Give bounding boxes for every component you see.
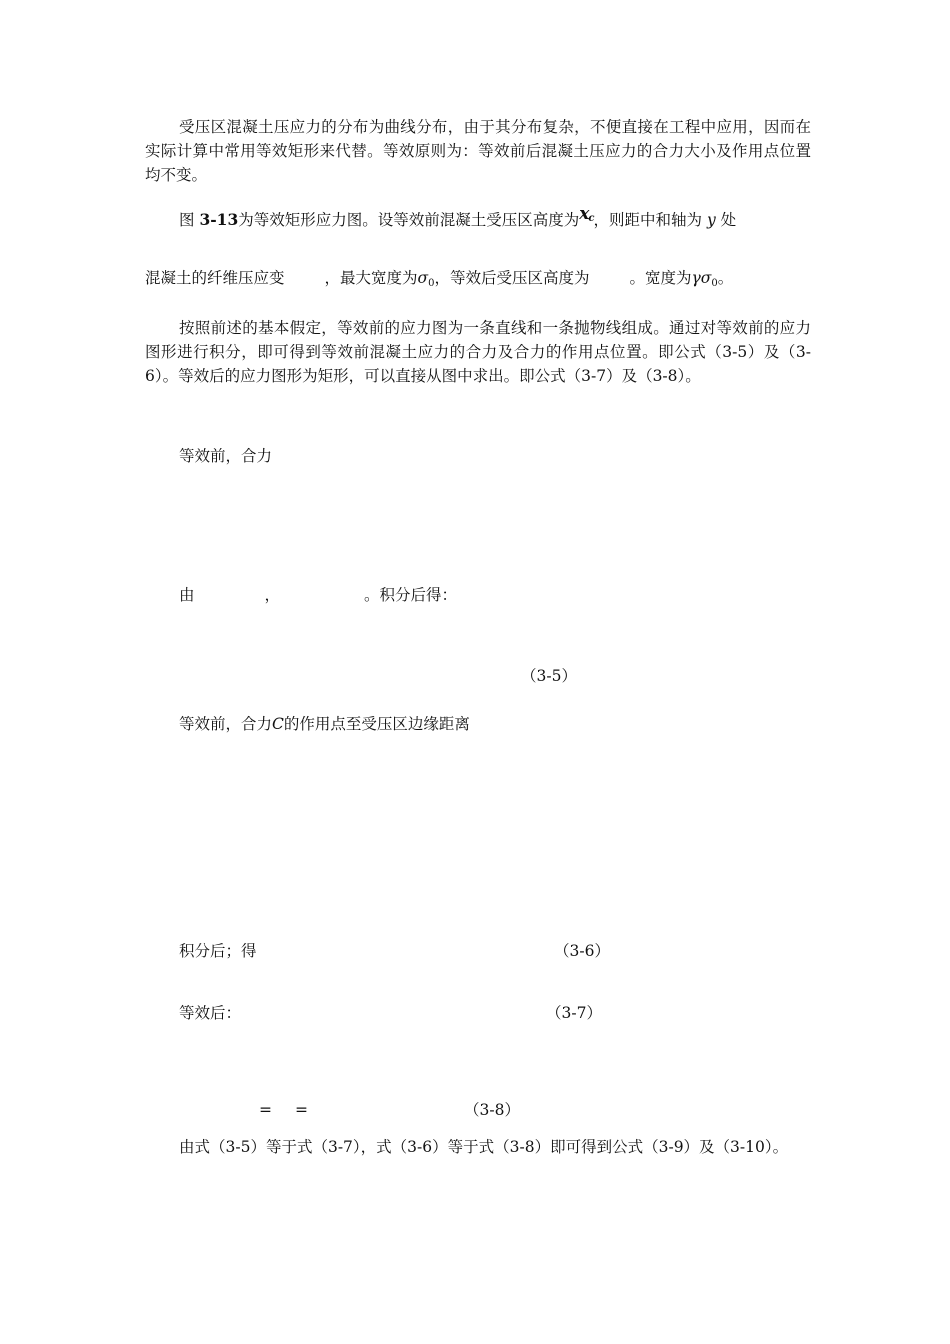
symbol-xc-base: x: [579, 204, 589, 224]
equation-number-3-7: （3-7）: [546, 1004, 602, 1022]
symbol-sigma-2-sub: 0: [711, 278, 718, 289]
paragraph-strain: [145, 266, 733, 296]
text-fiber-strain: 混凝土的纤维压应变: [145, 269, 285, 287]
text-fig: 图: [179, 211, 195, 229]
equals-sign-2: =: [295, 1101, 308, 1119]
text-from: 由: [179, 586, 195, 604]
equation-number-3-8: （3-8）: [464, 1101, 520, 1119]
equals-sign-1: =: [259, 1101, 272, 1119]
symbol-gamma: γ: [691, 269, 701, 287]
line-action-point: [179, 712, 470, 736]
symbol-sigma-sub: 0: [428, 278, 435, 289]
equation-number-3-6: （3-6）: [554, 942, 610, 960]
symbol-y: y: [706, 211, 716, 229]
paragraph-figure-intro: [179, 204, 737, 237]
symbol-sigma-2: σ: [700, 269, 712, 287]
text-action-a: 等效前，合力: [179, 715, 273, 733]
equation-number-3-5: （3-5）: [521, 667, 577, 685]
text-max-width: ，最大宽度为: [324, 269, 418, 287]
line-conclusion: 由式（3-5）等于式（3-7），式（3-6）等于式（3-8）即可得到公式（3-9）及（3-10）。: [179, 1138, 789, 1156]
text-place: 处: [720, 211, 737, 229]
symbol-xc-sub: c: [588, 213, 594, 224]
symbol-sigma: σ: [417, 269, 429, 287]
line-integrate: 积分后；得: [179, 942, 257, 960]
symbol-xc: [579, 204, 593, 224]
text-distance: ，则距中和轴为: [593, 211, 703, 229]
line-after-equivalent: 等效后：: [179, 1004, 242, 1022]
text-comma: ，: [264, 586, 281, 604]
text-action-b: 的作用点至受压区边缘距离: [283, 715, 470, 733]
paragraph-equivalent-principle: 受压区混凝土压应力的分布为曲线分布，由于其分布复杂，不便直接在工程中应用，因而在实际计算中常用等效矩形来代替。等效原则为：等效前后混凝土压应力的合力大小及作用点位置均不变。: [145, 118, 811, 184]
line-resultant-force: 等效前，合力: [179, 447, 273, 465]
text-equivalent-height: ，等效后受压区高度为: [434, 269, 590, 287]
text-width: 。宽度为: [629, 269, 692, 287]
text-period: 。: [717, 269, 734, 287]
figure-reference: 3-13: [199, 210, 239, 229]
text-after-integration: 。积分后得：: [364, 586, 458, 604]
line-from: [179, 583, 457, 607]
symbol-c: C: [272, 715, 284, 733]
text-fig-desc: 为等效矩形应力图。设等效前混凝土受压区高度为: [238, 211, 580, 229]
paragraph-integration: 按照前述的基本假定，等效前的应力图为一条直线和一条抛物线组成。通过对等效前的应力图形进行积分，即可得到等效前混凝土应力的合力及合力的作用点位置。即公式（3-5）及（3-6）。等效后的应力图形为矩形，可以直接从图中求出。即公式（3-7）及（3-8）。: [145, 319, 811, 385]
